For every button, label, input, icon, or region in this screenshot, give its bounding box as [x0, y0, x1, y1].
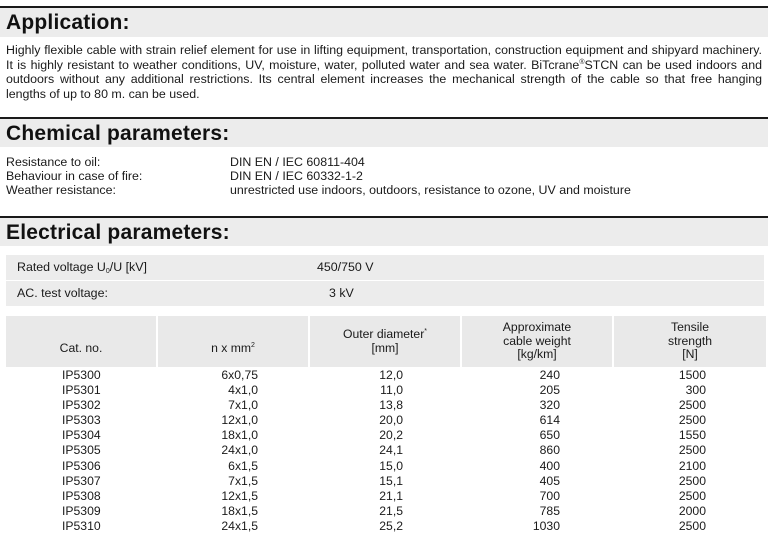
header-cable-weight: Approximate cable weight [kg/km] — [462, 316, 612, 367]
application-text-2: STCN can be used indoors and outdoors without any additional restrictions. Its central element increases the mechanical strength of the cable so that free hanging lengths of up to 80 m. can be used. — [6, 57, 762, 101]
cell-cable-weight: 400 — [539, 458, 560, 473]
table-row — [6, 368, 766, 383]
cell-tensile-strength: 2500 — [678, 413, 706, 428]
table-row — [6, 443, 766, 458]
table-row — [6, 398, 766, 413]
table-row — [6, 519, 766, 534]
cell-cable-weight: 700 — [539, 488, 560, 503]
application-header — [0, 6, 768, 37]
application-text-1: Highly flexible cable with strain relief element for use in lifting equipment, transportation, construction equipment and shipyard machinery. It is highly resistant to weather conditions, UV, moisture, water, polluted water and sea water. BiTcrane — [6, 43, 762, 72]
cell-cross-section: 12x1,0 — [221, 413, 258, 428]
cell-outer-diameter: 12,0 — [379, 368, 403, 382]
cell-cable-weight: 650 — [539, 428, 560, 443]
cell-cross-section: 18x1,5 — [221, 503, 258, 518]
application-paragraph — [6, 43, 762, 101]
table-row — [6, 489, 766, 504]
rated-voltage-label: Rated voltage $U_0/U$ [kV] — [17, 260, 147, 275]
cell-cat-no: IP5302 — [62, 398, 101, 413]
cell-cat-no: IP5305 — [62, 443, 101, 458]
test-voltage-label: AC. test voltage: — [17, 286, 108, 300]
cell-cross-section: 7x1,5 — [228, 473, 258, 488]
cell-cat-no: IP5300 — [62, 368, 101, 382]
cell-cat-no: IP5310 — [62, 518, 101, 533]
cell-outer-diameter: 20,0 — [379, 413, 403, 428]
cell-cross-section: 24x1,0 — [221, 443, 258, 458]
rated-voltage-row — [6, 255, 764, 280]
cell-outer-diameter: 25,2 — [379, 518, 403, 533]
cell-tensile-strength: 2000 — [678, 503, 706, 518]
cell-outer-diameter: 24,1 — [379, 443, 403, 458]
cell-tensile-strength: 2100 — [678, 458, 706, 473]
cell-cross-section: 6x0,75 — [221, 368, 258, 382]
cell-cable-weight: 205 — [539, 383, 560, 398]
rated-voltage-value: 450/750 V — [317, 260, 374, 274]
cell-cat-no: IP5306 — [62, 458, 101, 473]
chemical-header — [0, 117, 768, 147]
cell-outer-diameter: 15,1 — [379, 473, 403, 488]
table-body — [6, 368, 766, 534]
test-voltage-row — [6, 281, 764, 306]
cell-outer-diameter: 11,0 — [380, 383, 403, 398]
cell-tensile-strength: 2500 — [678, 518, 706, 533]
chemical-value: DIN EN / IEC 60811-404 — [230, 155, 365, 169]
header-outer-diameter: Outer diameter* [mm] — [310, 316, 460, 367]
cell-tensile-strength: 1500 — [678, 368, 706, 382]
application-title: Application: — [6, 11, 130, 34]
cell-cat-no: IP5304 — [62, 428, 101, 443]
cell-cat-no: IP5301 — [62, 383, 101, 398]
header-cat-no: Cat. no. — [6, 316, 156, 367]
test-voltage-value: 3 kV — [329, 286, 354, 300]
cell-cross-section: 18x1,0 — [221, 428, 258, 443]
header-cross-section: n x $mm^2$ — [158, 316, 308, 367]
electrical-title: Electrical parameters: — [6, 221, 230, 244]
cell-tensile-strength: 1550 — [678, 428, 706, 443]
cell-cross-section: 24x1,5 — [221, 518, 258, 533]
cell-tensile-strength: 2500 — [678, 443, 706, 458]
chemical-label: Resistance to oil: — [6, 155, 101, 169]
cell-tensile-strength: 300 — [685, 383, 706, 398]
cell-cross-section: 7x1,0 — [228, 398, 258, 413]
cell-cable-weight: 614 — [539, 413, 560, 428]
cell-cable-weight: 860 — [539, 443, 560, 458]
table-row — [6, 459, 766, 474]
cell-cable-weight: 1030 — [532, 518, 560, 533]
table-row — [6, 383, 766, 398]
cell-cable-weight: 785 — [539, 503, 560, 518]
chemical-value: DIN EN / IEC 60332-1-2 — [230, 169, 363, 183]
electrical-header — [0, 216, 768, 246]
cell-outer-diameter: 20,2 — [379, 428, 403, 443]
cell-cat-no: IP5308 — [62, 488, 101, 503]
cell-tensile-strength: 2500 — [678, 473, 706, 488]
chemical-label: Weather resistance: — [6, 183, 116, 197]
cell-outer-diameter: 13,8 — [379, 398, 403, 413]
cell-tensile-strength: 2500 — [678, 398, 706, 413]
cell-cross-section: 12x1,5 — [221, 488, 258, 503]
cell-cat-no: IP5309 — [62, 503, 101, 518]
cell-cable-weight: 240 — [539, 368, 560, 382]
table-row — [6, 428, 766, 443]
chemical-label: Behaviour in case of fire: — [6, 169, 143, 183]
cell-tensile-strength: 2500 — [678, 488, 706, 503]
cell-cat-no: IP5307 — [62, 473, 101, 488]
cell-cat-no: IP5303 — [62, 413, 101, 428]
cell-outer-diameter: 21,1 — [379, 488, 403, 503]
table-row — [6, 504, 766, 519]
cell-cross-section: 4x1,0 — [228, 383, 258, 398]
cell-outer-diameter: 15,0 — [379, 458, 403, 473]
header-tensile-strength: Tensile strength [N] — [614, 316, 766, 367]
cell-cable-weight: 405 — [539, 473, 560, 488]
cell-outer-diameter: 21,5 — [379, 503, 403, 518]
registered-mark: ® — [579, 58, 585, 66]
table-row — [6, 474, 766, 489]
chemical-value: unrestricted use indoors, outdoors, resistance to ozone, UV and moisture — [230, 183, 631, 197]
cell-cross-section: 6x1,5 — [228, 458, 258, 473]
table-header — [6, 316, 766, 367]
chemical-title: Chemical parameters: — [6, 122, 230, 145]
cell-cable-weight: 320 — [539, 398, 560, 413]
table-row — [6, 413, 766, 428]
